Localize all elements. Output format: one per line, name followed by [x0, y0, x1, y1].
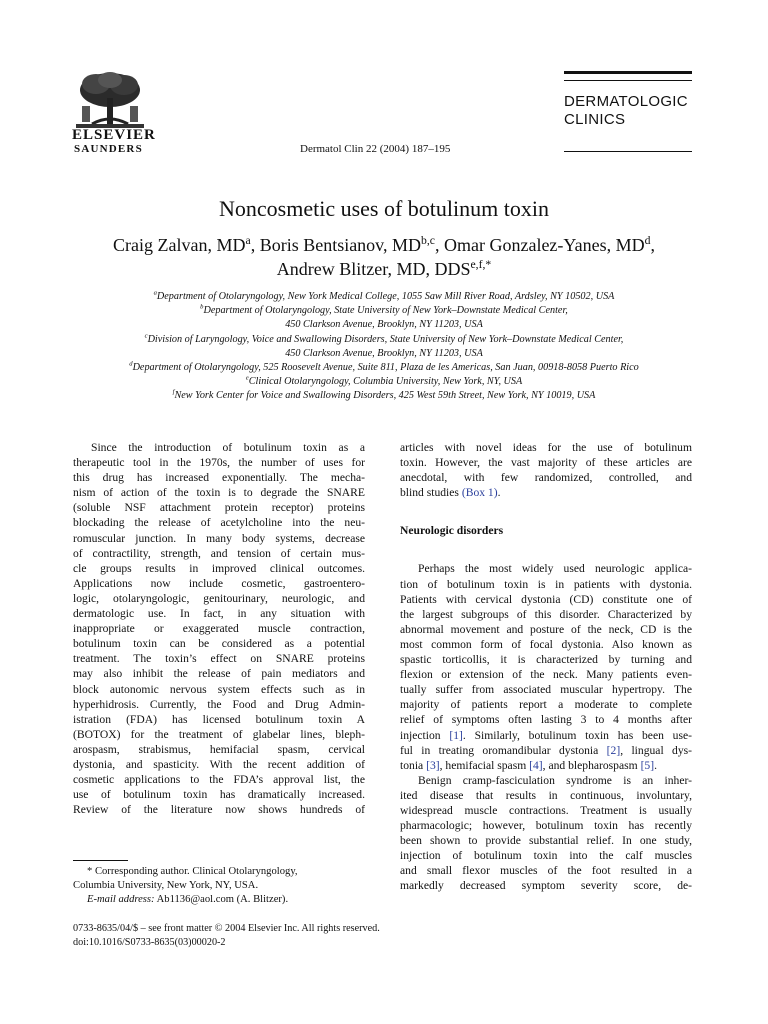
footnote-email — [73, 893, 365, 907]
left-body-line: of contractility, strength, and tension of certain mus- — [73, 546, 365, 560]
left-body-line: (BOTOX) for the treatment of glabelar lines, bleph- — [73, 727, 365, 741]
paragraph-neurologic-2 — [400, 773, 692, 894]
publisher-imprint: SAUNDERS — [74, 143, 143, 155]
journal-rule-mid — [564, 80, 692, 81]
right-p2-line: widespread muscle contractions. Treatment is usually — [400, 803, 692, 817]
paragraph-neurologic-1 — [400, 561, 692, 727]
authors-line1: Craig Zalvan, $MD^a$, Boris Bentsianov, MD$^{b,c}$, Omar Gonzalez-Yanes, $MD^d$, — [113, 234, 655, 255]
right-p2-line: pharmacologic; however, botulinum toxin has recently — [400, 819, 692, 833]
left-body-line: may also inhibit the release of pain mediators and — [73, 667, 365, 681]
right-p1-line: tion of botulinum toxin is in patients with dystonia. — [400, 577, 692, 591]
left-body-line: dermatologic use. In fact, in any situation with — [73, 607, 365, 621]
right-p1-line: the largest subgroups of this disorder. Characterized by — [400, 607, 692, 621]
left-body-line: logic, otolaryngologic, genitourinary, neurologic, and — [73, 591, 365, 605]
right-p1-line: flexion or extension of the neck. Many patients even- — [400, 668, 692, 682]
left-body-line: cle groups results in improved clinical outcomes. — [73, 561, 365, 575]
affiliations — [0, 290, 768, 404]
ref3-link[interactable]: [3] — [426, 758, 440, 772]
right-column — [400, 440, 692, 894]
right-p1-line: Patients with cervical dystonia (CD) constitute one of — [400, 592, 692, 606]
journal-name-line1: DERMATOLOGIC — [564, 93, 688, 110]
right-p1-line: majority of patients report a moderate to complete — [400, 698, 692, 712]
right-intro — [400, 440, 692, 485]
elsevier-tree-icon — [72, 70, 148, 132]
box1-link[interactable]: (Box 1) — [461, 486, 498, 500]
journal-name-line2: CLINICS — [564, 111, 626, 128]
left-body-line: dystonia, and spasticity. With the recent addition of — [73, 757, 365, 771]
right-intro-line: articles with novel ideas for the use of botulinum — [400, 441, 692, 454]
right-p1-line: abnormal movement and posture of the neck, CD is the — [400, 622, 692, 636]
right-intro-line: toxin. However, the vast majority of these articles are — [400, 456, 692, 470]
ref4-link[interactable]: [4] — [529, 758, 543, 772]
journal-rule-top — [564, 71, 692, 74]
affiliation-c: $^c$Division of Laryngology, Voice and Swallowing Disorders, State University of New York–Downstate Medical Center, — [144, 332, 624, 345]
left-body-line: nism of action of the toxin is to degrade the SNARE — [73, 486, 365, 500]
right-intro-last: blind studies (Box 1). — [400, 486, 501, 500]
affiliation-b-cont: 450 Clarkson Avenue, Brooklyn, NY 11203, USA — [285, 319, 483, 331]
affiliation-d: $^d$Department of Otolaryngology, 525 Roosevelt Avenue, Suite 811, Plaza de les Americas, San Juan, 00918-8058 Puerto Rico — [129, 360, 639, 374]
citation: Dermatol Clin 22 (2004) 187–195 — [300, 143, 451, 155]
right-p1-line: relief of symptoms often lasting 3 to 4 months after — [400, 713, 692, 727]
right-p2-line: and small flexor muscles of the foot resulted in a — [400, 864, 692, 878]
left-body-line: istration (FDA) has licensed botulinum toxin A — [73, 712, 365, 726]
right-p1-line: Perhaps the most widely used neurologic applica- — [418, 562, 692, 576]
email-value[interactable]: Ab1136@aol.com (A. Blitzer). — [156, 894, 289, 905]
right-p1-line: most common form of focal dystonia. Also known as — [400, 637, 692, 651]
left-column — [73, 440, 365, 817]
right-p2-line: Benign cramp-fasciculation syndrome is an inher- — [418, 773, 692, 787]
left-body-line: romuscular junction. In many body systems, decrease — [73, 531, 365, 545]
left-body-line: Review of the literature now shows hundreds of — [73, 803, 365, 817]
article-title: Noncosmetic uses of botulinum toxin — [219, 196, 549, 221]
left-body-line: use of botulinum toxin has dramatically increased. — [73, 788, 365, 802]
affiliation-a: $^a$Department of Otolaryngology, New York Medical College, 1055 Saw Mill River Road, Ardsley, NY 10502, USA — [153, 289, 615, 302]
right-p2-line: markedly decreased symptom severity score, de- — [400, 879, 692, 893]
left-body-line: this drug has increased exponentially. The mecha- — [73, 471, 365, 485]
left-body-line: cosmetic applications to the FDA’s approval list, the — [73, 773, 365, 787]
left-body-line: (soluble NSF attachment protein receptor) proteins — [73, 501, 365, 515]
footnote-rule — [73, 860, 128, 861]
page-footer — [73, 922, 380, 950]
left-body-line: blockading the release of acetylcholine into the neu- — [73, 516, 365, 530]
affiliation-e: $^e$Clinical Otolaryngology, Columbia University, New York, NY, USA — [245, 374, 523, 388]
left-body-line: inappropriate or exaggerated muscle contraction, — [73, 622, 365, 636]
affiliation-b: $^b$Department of Otolaryngology, State University of New York–Downstate Medical Center, — [200, 303, 568, 317]
p1-ref2-line: ful in treating oromandibular dystonia [2], lingual dys- — [400, 743, 692, 757]
affiliation-f: $^f$New York Center for Voice and Swallowing Disorders, 425 West 59th Street, New York, NY 10019, USA — [172, 389, 596, 402]
ref5-link[interactable]: [5] — [640, 758, 655, 772]
ref1-link[interactable]: [1] — [449, 728, 463, 742]
p1-ref3-line: tonia [3], hemifacial spasm [4], and blepharospasm [5]. — [400, 758, 657, 772]
left-body-line: Applications now include cosmetic, gastroentero- — [73, 576, 365, 590]
right-p2-line: injection of botulinum toxin into the calf muscles — [400, 849, 692, 863]
footnote — [73, 865, 365, 907]
left-body-line: block autonomic nervous system effects such as in — [73, 682, 365, 696]
right-intro-line: anecdotal, with few randomized, controlled, and — [400, 471, 692, 485]
right-p1-line: tually suffer from associated muscular hypertropy. The — [400, 683, 692, 697]
footer-copyright: 0733-8635/04/$ – see front matter © 2004 Elsevier Inc. All rights reserved. — [73, 923, 380, 934]
right-p1-line: spastic torticollis, it is characterized by turning and — [400, 653, 692, 667]
left-body-line: Since the introduction of botulinum toxin as a — [91, 441, 365, 454]
left-body-line: treatment. The toxin’s effect on SNARE proteins — [73, 652, 365, 666]
section-heading-neurologic: Neurologic disorders — [400, 524, 504, 538]
elsevier-logo — [72, 70, 148, 132]
footnote-line1: * Corresponding author. Clinical Otolaryngology, — [87, 866, 298, 877]
p1-ref1-line: injection [1]. Similarly, botulinum toxin has been use- — [400, 728, 692, 742]
journal-rule-bottom — [564, 151, 692, 152]
publisher-name: ELSEVIER — [72, 127, 156, 143]
authors — [0, 233, 768, 281]
affiliation-c-cont: 450 Clarkson Avenue, Brooklyn, NY 11203, USA — [285, 347, 483, 359]
left-body-line: arospasm, strabismus, hemifacial spasm, cervical — [73, 742, 365, 756]
ref2-link[interactable]: [2] — [606, 743, 621, 757]
left-body-line: botulinum toxin can be considered as a potential — [73, 637, 365, 651]
left-column-body — [73, 440, 365, 817]
left-body-line: therapeutic tool in the 1970s, the number of uses for — [73, 456, 365, 470]
right-p2-line: ited disease that results in continuous, involuntary, — [400, 788, 692, 802]
authors-line2: Andrew Blitzer, MD, $DDS^{e,f,*}$ — [276, 258, 492, 279]
left-body-line: hyperhidrosis. Currently, the Food and Drug Admin- — [73, 697, 365, 711]
right-p2-line: been shown to provide substantial relief. In one study, — [400, 834, 692, 848]
footer-doi[interactable]: doi:10.1016/S0733-8635(03)00020-2 — [73, 937, 226, 948]
footnote-line2: Columbia University, New York, NY, USA. — [73, 880, 259, 891]
email-label: E-mail address: — [87, 894, 155, 905]
